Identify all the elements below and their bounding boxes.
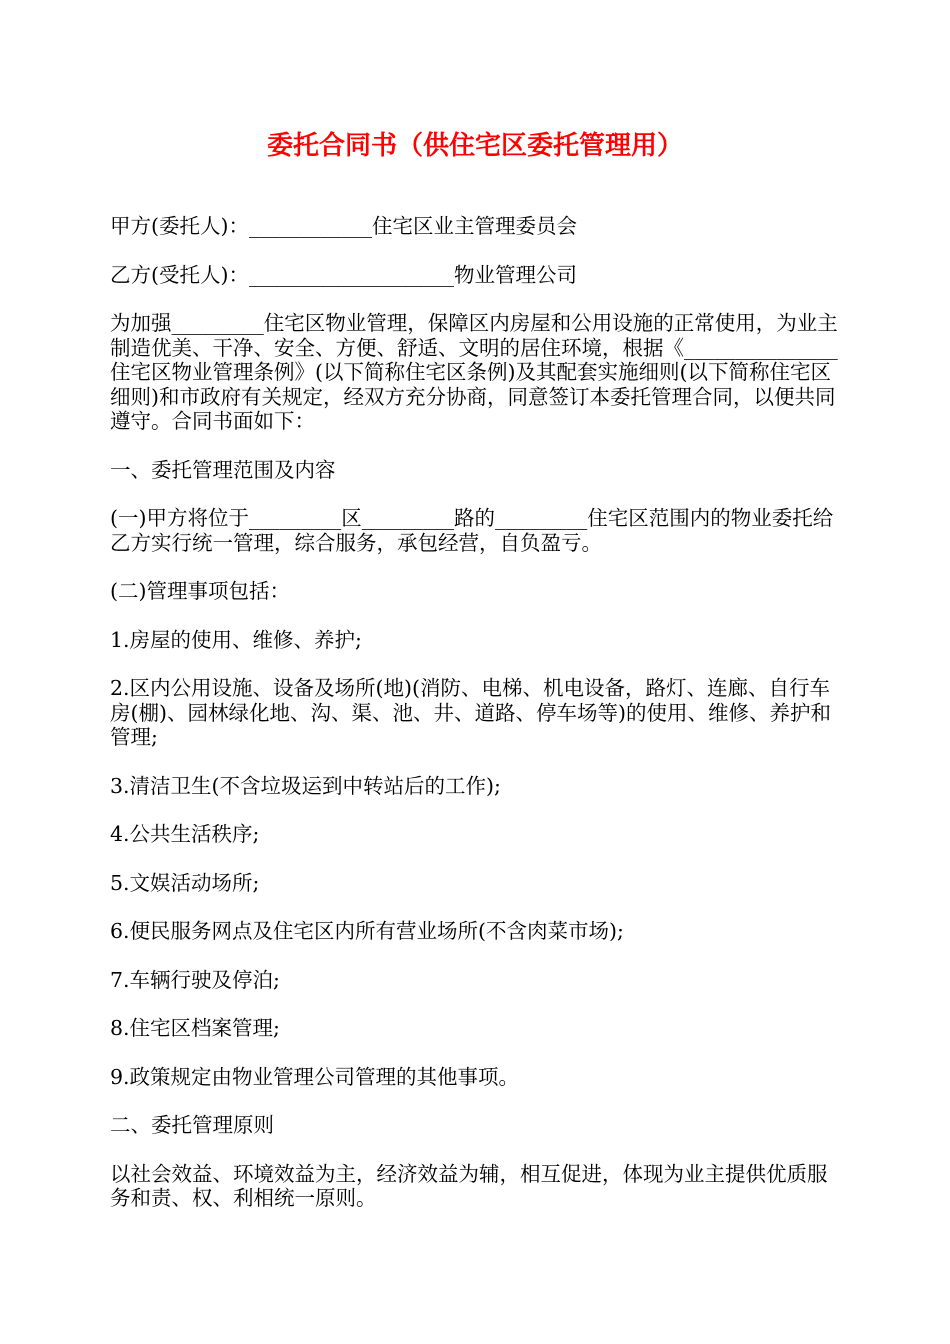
document-title: 委托合同书（供住宅区委托管理用） (266, 131, 683, 161)
list-item: 5.文娱活动场所; (110, 870, 260, 895)
section-heading-1: 一、委托管理范围及内容 (110, 457, 336, 482)
party-a-line: 甲方(委托人)：____________住宅区业主管理委员会 (110, 214, 577, 238)
document-body (110, 214, 845, 1235)
list-item: 9.政策规定由物业管理公司管理的其他事项。 (110, 1064, 520, 1089)
list-item: 4.公共生活秩序; (110, 822, 260, 846)
list-item: 8.住宅区档案管理; (110, 1016, 280, 1040)
preamble-paragraph: 为加强_________住宅区物业管理，保障区内房屋和公用设施的正常使用，为业主制造优美、干净、安全、方便、舒适、文明的居住环境，根据《_______________住宅区物业管理条例》(以下简称住宅区条例)及其配套实施细则(以下简称住宅区细则)和市政府有关规定，经双方充分协商，同意签订本委托管理合同，以便共同遵守。合同书面如下： (110, 311, 838, 433)
list-item: 1.房屋的使用、维修、养护; (110, 627, 362, 652)
principle-paragraph: 以社会效益、环境效益为主，经济效益为辅，相互促进，体现为业主提供优质服务和责、权、利相统一原则。 (110, 1161, 828, 1210)
section-heading-2: 二、委托管理原则 (110, 1113, 274, 1137)
clause-1-1: (一)甲方将位于_________区_________路的_________住宅区范围内的物业委托给乙方实行统一管理，综合服务，承包经营，自负盈亏。 (110, 506, 834, 555)
list-item: 2.区内公用设施、设备及场所(地)(消防、电梯、机电设备，路灯、连廊、自行车房(棚)、园林绿化地、沟、渠、池、井、道路、停车场等)的使用、维修、养护和管理; (110, 676, 831, 749)
list-item: 7.车辆行驶及停泊; (110, 967, 280, 992)
list-item: 6.便民服务网点及住宅区内所有营业场所(不含肉菜市场); (110, 919, 624, 943)
party-b-line: 乙方(受托人)：____________________物业管理公司 (110, 262, 577, 287)
clause-1-2: (二)管理事项包括： (110, 579, 290, 603)
list-item: 3.清洁卫生(不含垃圾运到中转站后的工作); (110, 773, 501, 798)
